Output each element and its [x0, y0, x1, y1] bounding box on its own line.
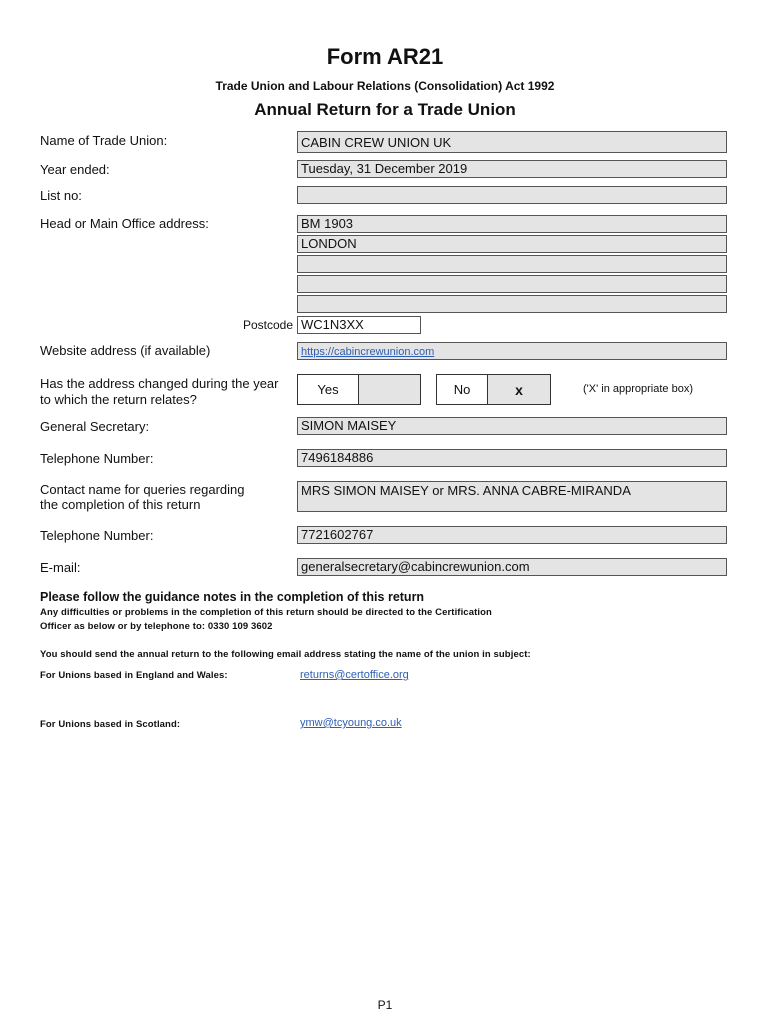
guidance-line-2: Officer as below or by telephone to: 0330 109 3602 — [40, 621, 273, 632]
website-label: Website address (if available) — [40, 343, 211, 358]
scotland-email-link[interactable]: ymw@tcyoung.co.uk — [300, 717, 402, 729]
list-no-field[interactable] — [297, 186, 727, 204]
website-link[interactable]: https://cabincrewunion.com — [301, 346, 435, 358]
contact-field[interactable]: MRS SIMON MAISEY or MRS. ANNA CABRE-MIRANDA — [297, 481, 727, 512]
address-line-1[interactable]: BM 1903 — [297, 215, 727, 233]
union-name-field[interactable]: CABIN CREW UNION UK — [297, 131, 727, 153]
address-changed-label-1: Has the address changed during the year — [40, 376, 279, 391]
guidance-heading: Please follow the guidance notes in the completion of this return — [40, 590, 425, 604]
scotland-label: For Unions based in Scotland: — [40, 719, 181, 730]
telephone-field-2[interactable]: 7721602767 — [297, 526, 727, 544]
postcode-field[interactable]: WC1N3XX — [297, 316, 421, 334]
no-label-box — [436, 374, 488, 405]
year-ended-field[interactable]: Tuesday, 31 December 2019 — [297, 160, 727, 178]
form-title: Form AR21 — [326, 44, 444, 69]
contact-label-2: the completion of this return — [40, 497, 201, 512]
year-ended-label: Year ended: — [40, 162, 110, 177]
address-line-4[interactable] — [297, 275, 727, 293]
address-line-3[interactable] — [297, 255, 727, 273]
england-label: For Unions based in England and Wales: — [40, 670, 228, 681]
email-label: E-mail: — [40, 560, 81, 575]
address-line-2[interactable]: LONDON — [297, 235, 727, 253]
checkbox-hint: ('X' in appropriate box) — [583, 383, 693, 395]
union-name-label: Name of Trade Union: — [40, 133, 168, 148]
return-title: Annual Return for a Trade Union — [254, 100, 516, 119]
page-number: P1 — [377, 998, 393, 1012]
yes-label-box — [297, 374, 359, 405]
list-no-label: List no: — [40, 188, 82, 203]
address-changed-label-2: to which the return relates? — [40, 392, 197, 407]
general-secretary-label: General Secretary: — [40, 419, 150, 434]
general-secretary-field[interactable]: SIMON MAISEY — [297, 417, 727, 435]
telephone-label-1: Telephone Number: — [40, 451, 154, 466]
yes-label: Yes — [317, 382, 339, 397]
send-note: You should send the annual return to the following email address stating the name of the union in subject: — [40, 649, 531, 660]
contact-label-1: Contact name for queries regarding — [40, 482, 245, 497]
address-line-5[interactable] — [297, 295, 727, 313]
act-title: Trade Union and Labour Relations (Consolidation) Act 1992 — [215, 79, 555, 93]
guidance-line-1: Any difficulties or problems in the completion of this return should be directed to the Certification — [40, 607, 492, 618]
no-checkbox[interactable]: x — [487, 374, 551, 405]
telephone-field-1[interactable]: 7496184886 — [297, 449, 727, 467]
postcode-label: Postcode — [243, 318, 294, 332]
email-field[interactable]: generalsecretary@cabincrewunion.com — [297, 558, 727, 576]
telephone-label-2: Telephone Number: — [40, 528, 154, 543]
yes-checkbox[interactable] — [358, 374, 421, 405]
england-email-link[interactable]: returns@certoffice.org — [300, 669, 409, 681]
address-label: Head or Main Office address: — [40, 216, 209, 231]
no-label: No — [453, 382, 471, 397]
website-field[interactable] — [297, 342, 727, 360]
